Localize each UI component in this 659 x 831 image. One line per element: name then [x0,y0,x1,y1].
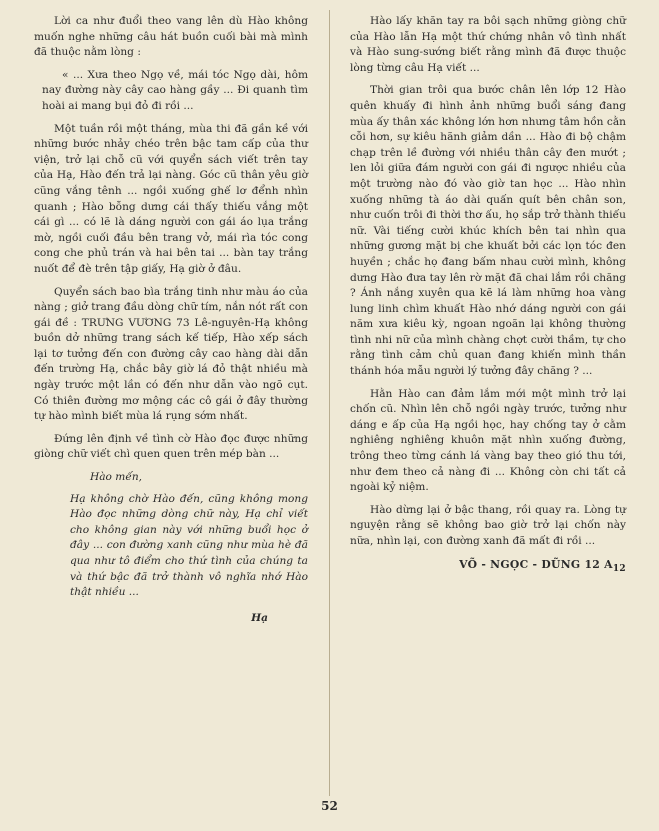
letter-body: Hạ không chờ Hào đến, cũng không mong Hào đọc những dòng chữ này, Hạ chỉ viết cho không gian này với những buổi học ở đây ... con đường xanh cũng như mùa hè đã qua như tô điểm cho thứ tình của chúng ta và thứ bậc đã trở thành vô nghĩa nhớ Hào thật nhiều ... [70,492,308,599]
paragraph: Quyển sách bao bìa trắng tinh như màu áo của nàng ; giở trang đầu dòng chữ tím, nắn nót rất con gái đề : TRƯNG VƯƠNG 73 Lê-nguyên-Hạ không buồn dở những trang sách kế tiếp, Hào xếp sách lại tơ tưởng đến con đường cây cao hàng dài dẫn đến trường Hạ, chắc bây giờ lá đỏ thật nhiều mà ngày trước một lần có đến như dẫn vào ngõ cụt. Có thiên đường mơ mộng các cô gái ở đây thường tự hào mình biết mùa lá rụng sớm nhất. [34,285,308,423]
paragraph: Lời ca như đuổi theo vang lên dù Hào không muốn nghe những câu hát buồn cuối bài mà mình đã thuộc nằm lòng : [34,15,308,59]
song-quote: « ... Xưa theo Ngọ về, mái tóc Ngọ dài, hôm nay đường này cây cao hàng gầy ... Đi quanh tìm hoài ai mang bụi đỏ đi rồi ... [42,68,308,112]
column-divider [329,10,330,796]
author-name: VÕ - NGỌC - DŨNG 12 A [459,557,613,571]
paragraph: Một tuần rồi một tháng, mùa thi đã gần kề với những bước nhảy chéo trên bậc tam cấp của thư viện, trở lại chỗ cũ với quyển sách viết trên tay của Hạ, Hào đến trả lại nàng. Góc cũ thân yêu giờ cũng vắng tênh ... ngồi xuống ghế lơ đểnh nhìn quanh ; Hào bỗng dưng cái thấy thiếu vắng một cái gì ... có lẽ là dáng người con gái áo lụa trắng mờ, ngồi cuối đầu bên trang vở, mái rìa tóc cong cong che phủ trán và hai bên tai ... bàn tay trắng nuốt để đè trên tập giấy, Hạ giờ ở đâu. [34,122,308,275]
right-column [350,14,626,791]
author-class-sub: 12 [612,563,626,574]
paragraph: Hằn Hào can đảm lắm mới một mình trở lại chốn cũ. Nhìn lên chỗ ngồi ngày trước, tưởng như dáng e ấp của Hạ ngồi học, hay chống tay ở cằm nghiêng nghiêng khuôn mặt nhìn xuống đường, trông theo từng cánh lá vàng bay theo gió thu tới, như đem theo cả nàng đi ... Không còn chi tất cả ngoài kỷ niệm. [350,387,626,494]
author-byline [350,557,626,578]
handwritten-letter [34,470,308,601]
paragraph: Thời gian trôi qua bước chân lên lớp 12 Hào quên khuấy đi hình ảnh những buổi sáng đang mùa ấy thân xác không lớn hơn nhưng tâm hồn cằn cỗi hơn, sự kiêu hãnh giảm dần ... Hào đi bộ chậm chạp trên lề đường với nhiều thân cây đen mướt ; len lỏi giữa đám người con gái đi ngược nhiều của một trường nào đó vào giờ tan học ... Hào nhìn xuống những tà áo dài quấn quít bên chân son, như cuốn trôi đi thời thơ ấu, họ sắp trở thành thiếu nữ. Vài tiếng cười khúc khích bên tai nhìn qua những gương mặt bị che khuất bởi các lọn tóc đen huyền ; chắc họ đang bấm nhau cười mình, không dưng Hào đưa tay lên rờ mặt đã chai lắm rồi chăng ? Ánh nắng xuyên qua kẽ lá làm những hoa vàng lung linh chìm khuất Hào nhớ dáng người con gái năm xưa kiêu kỳ, ngoan ngoãn lại không thường tình nhi nữ của mình chàng chợt cười thầm, tự cho rằng tình cảm chủ quan đang khiến mình thần thánh hóa mẫu người lý tưởng đây chăng ? ... [350,84,626,378]
letter-signature: Hạ [251,611,268,624]
page-number: 52 [321,799,338,813]
paragraph: Hào dừng lại ở bậc thang, rồi quay ra. Lòng tự nguyện rằng sẽ không bao giờ trở lại chốn này nữa, nhìn lại, con đường xanh đã mất đi rồi ... [350,503,626,547]
letter-salutation: Hào mến, [90,471,143,484]
paragraph: Đứng lên định về tình cờ Hào đọc được những giòng chữ viết chì quen quen trên mép bàn ... [34,432,308,461]
left-column [34,14,308,791]
paragraph: Hào lấy khăn tay ra bôi sạch những giòng chữ của Hào lẫn Hạ một thứ chứng nhân vô tình nhất và Hào sung-sướng biết rằng mình đã được thuộc lòng từng câu Hạ viết ... [350,15,626,74]
